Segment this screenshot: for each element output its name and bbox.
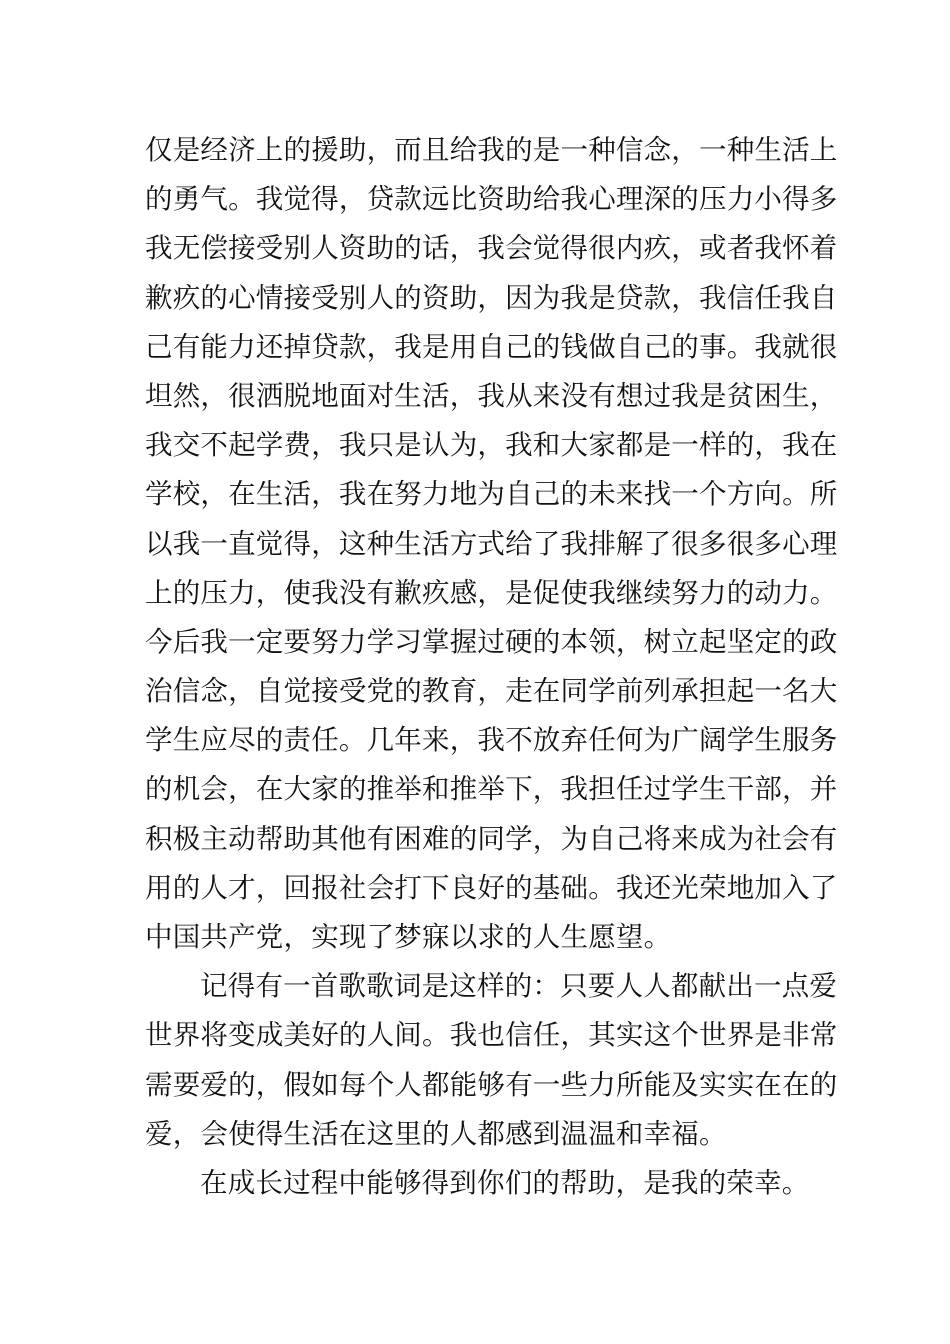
- text-line: 治信念，自觉接受党的教育，走在同学前列承担起一名大: [145, 675, 838, 708]
- document-body: [145, 126, 838, 1208]
- text-line: 以我一直觉得，这种生活方式给了我排解了很多很多心理: [145, 527, 838, 560]
- text-line: 己有能力还掉贷款，我是用自己的钱做自己的事。我就很: [145, 330, 838, 363]
- text-line: 仅是经济上的援助，而且给我的是一种信念，一种生活上: [145, 134, 838, 166]
- paragraph-2: [145, 962, 838, 1159]
- text-line: 世界将变成美好的人间。我也信任，其实这个世界是非常: [145, 1019, 838, 1052]
- text-line: 今后我一定要努力学习掌握过硬的本领，树立起坚定的政: [145, 625, 838, 658]
- text-line: 记得有一首歌歌词是这样的：只要人人都献出一点爱: [200, 970, 838, 1003]
- paragraph-3: [145, 1159, 825, 1208]
- text-line: 学生应尽的责任。几年来，我不放弃任何为广阔学生服务: [145, 724, 838, 757]
- text-line: 在成长过程中能够得到你们的帮助，是我的荣幸。: [200, 1166, 810, 1199]
- text-line: 积极主动帮助其他有困难的同学，为自己将来成为社会有: [145, 822, 838, 855]
- text-line: 需要爱的，假如每个人都能够有一些力所能及实实在在的: [145, 1068, 838, 1101]
- text-line: 的勇气。我觉得，贷款远比资助给我心理深的压力小得多: [145, 183, 838, 216]
- text-line: 的机会，在大家的推举和推举下，我担任过学生干部，并: [145, 773, 838, 806]
- text-line: 我无偿接受别人资助的话，我会觉得很内疚，或者我怀着: [145, 232, 838, 265]
- text-line: 用的人才，回报社会打下良好的基础。我还光荣地加入了: [145, 871, 838, 904]
- text-line: 坦然，很洒脱地面对生活，我从来没有想过我是贫困生，: [145, 379, 838, 412]
- text-line: 学校，在生活，我在努力地为自己的未来找一个方向。所: [145, 478, 838, 511]
- text-line: 歉疚的心情接受别人的资助，因为我是贷款，我信任我自: [145, 281, 838, 314]
- text-line: 中国共产党，实现了梦寐以求的人生愿望。: [145, 921, 672, 953]
- text-line: 我交不起学费，我只是认为，我和大家都是一样的，我在: [145, 429, 838, 462]
- paragraph-1: [145, 126, 838, 962]
- text-line: 上的压力，使我没有歉疚感，是促使我继续努力的动力。: [145, 576, 838, 609]
- text-line: 爱，会使得生活在这里的人都感到温温和幸福。: [145, 1117, 727, 1150]
